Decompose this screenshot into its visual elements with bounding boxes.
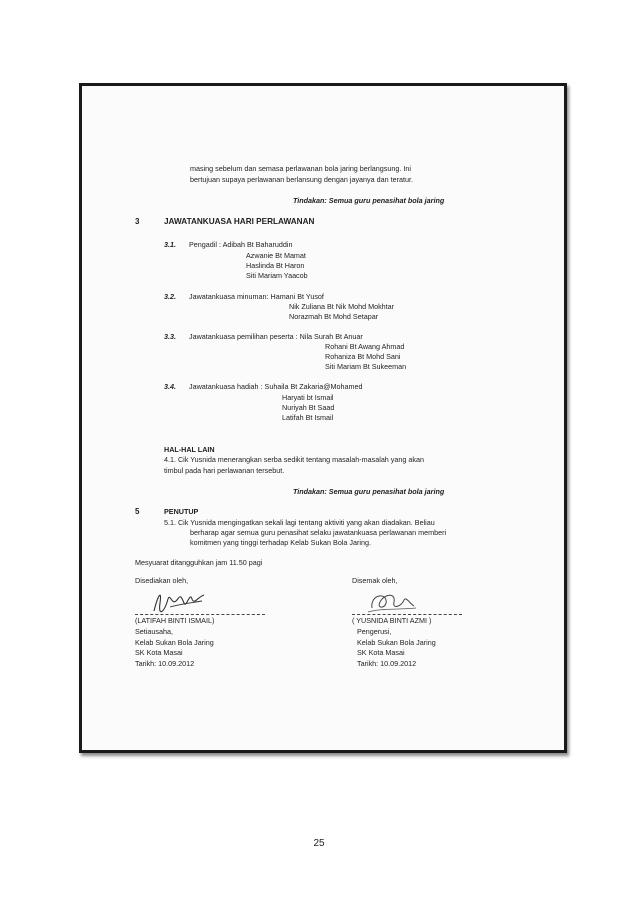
page-number: 25 <box>313 838 325 849</box>
item-3-1-number: 3.1. <box>164 240 176 249</box>
checked-name: ( YUSNIDA BINTI AZMI ) <box>352 616 432 625</box>
item-3-3-label: Jawatankuasa pemilihan peserta : Nila Surah Bt Anuar <box>189 332 363 341</box>
prepared-club: Kelab Sukan Bola Jaring <box>135 638 214 647</box>
item-3-4-number: 3.4. <box>164 382 176 391</box>
item-3-4-member: Nuriyah Bt Saad <box>282 403 335 412</box>
adjourn-text: Mesyuarat ditangguhkan jam 11.50 pagi <box>135 558 263 567</box>
item-3-2-label: Jawatankuasa minuman: Hamani Bt Yusof <box>189 292 324 301</box>
item-3-2-number: 3.2. <box>164 292 176 301</box>
section-3-number: 3 <box>135 217 140 226</box>
section-4-title: HAL-HAL LAIN <box>164 445 215 454</box>
section-4-line-1: 4.1. Cik Yusnida menerangkan serba sedikit tentang masalah-masalah yang akan <box>164 455 424 464</box>
item-3-1-label: Pengadil : Adibah Bt Baharuddin <box>189 240 293 249</box>
checked-heading: Disemak oleh, <box>352 576 398 585</box>
section-5-number: 5 <box>135 507 140 516</box>
item-3-3-number: 3.3. <box>164 332 176 341</box>
section-4-line-2: timbul pada hari perlawanan tersebut. <box>164 466 285 475</box>
section-5-line-2: berharap agar semua guru penasihat selaku jawatankuasa perlawanan memberi <box>190 528 447 537</box>
intro-action: Tindakan: Semua guru penasihat bola jaring <box>293 196 445 205</box>
checked-role: Pengerusi, <box>357 627 392 636</box>
signature-latifah <box>150 585 210 617</box>
item-3-3-member: Rohaniza Bt Mohd Sani <box>325 352 401 361</box>
signature-yusnida <box>366 586 418 616</box>
checked-club: Kelab Sukan Bola Jaring <box>357 638 436 647</box>
checked-signature-line <box>352 614 462 615</box>
item-3-1-member: Azwanie Bt Mamat <box>246 251 306 260</box>
checked-date: Tarikh: 10.09.2012 <box>357 659 417 668</box>
section-5-line-1: 5.1. Cik Yusnida mengingatkan sekali lagi tentang aktiviti yang akan diadakan. Beliau <box>164 518 435 527</box>
item-3-3-member: Rohani Bt Awang Ahmad <box>325 342 405 351</box>
prepared-signature-line <box>135 614 265 615</box>
item-3-4-member: Latifah Bt Ismail <box>282 413 334 422</box>
item-3-2-member: Nik Zuliana Bt Nik Mohd Mokhtar <box>289 302 395 311</box>
prepared-name: (LATIFAH BINTI ISMAIL) <box>135 616 215 625</box>
item-3-4-member: Haryati bt Ismail <box>282 393 334 402</box>
checked-school: SK Kota Masai <box>357 648 405 657</box>
intro-line-1: masing sebelum dan semasa perlawanan bola jaring berlangsung. Ini <box>190 164 411 173</box>
intro-line-2: bertujuan supaya perlawanan berlansung dengan jayanya dan teratur. <box>190 175 413 184</box>
section-3-title: JAWATANKUASA HARI PERLAWANAN <box>164 217 315 226</box>
section-5-title: PENUTUP <box>164 507 199 516</box>
item-3-1-member: Siti Mariam Yaacob <box>246 271 308 280</box>
prepared-role: Setiausaha, <box>135 627 173 636</box>
prepared-heading: Disediakan oleh, <box>135 576 189 585</box>
prepared-date: Tarikh: 10.09.2012 <box>135 659 195 668</box>
item-3-1-member: Haslinda Bt Haron <box>246 261 305 270</box>
item-3-2-member: Norazmah Bt Mohd Setapar <box>289 312 379 321</box>
section-4-action: Tindakan: Semua guru penasihat bola jaring <box>293 487 445 496</box>
prepared-school: SK Kota Masai <box>135 648 183 657</box>
item-3-4-label: Jawatankuasa hadiah : Suhaila Bt Zakaria@Mohamed <box>189 382 363 391</box>
section-5-line-3: komitmen yang tinggi terhadap Kelab Sukan Bola Jaring. <box>190 538 371 547</box>
item-3-3-member: Siti Mariam Bt Sukeeman <box>325 362 407 371</box>
